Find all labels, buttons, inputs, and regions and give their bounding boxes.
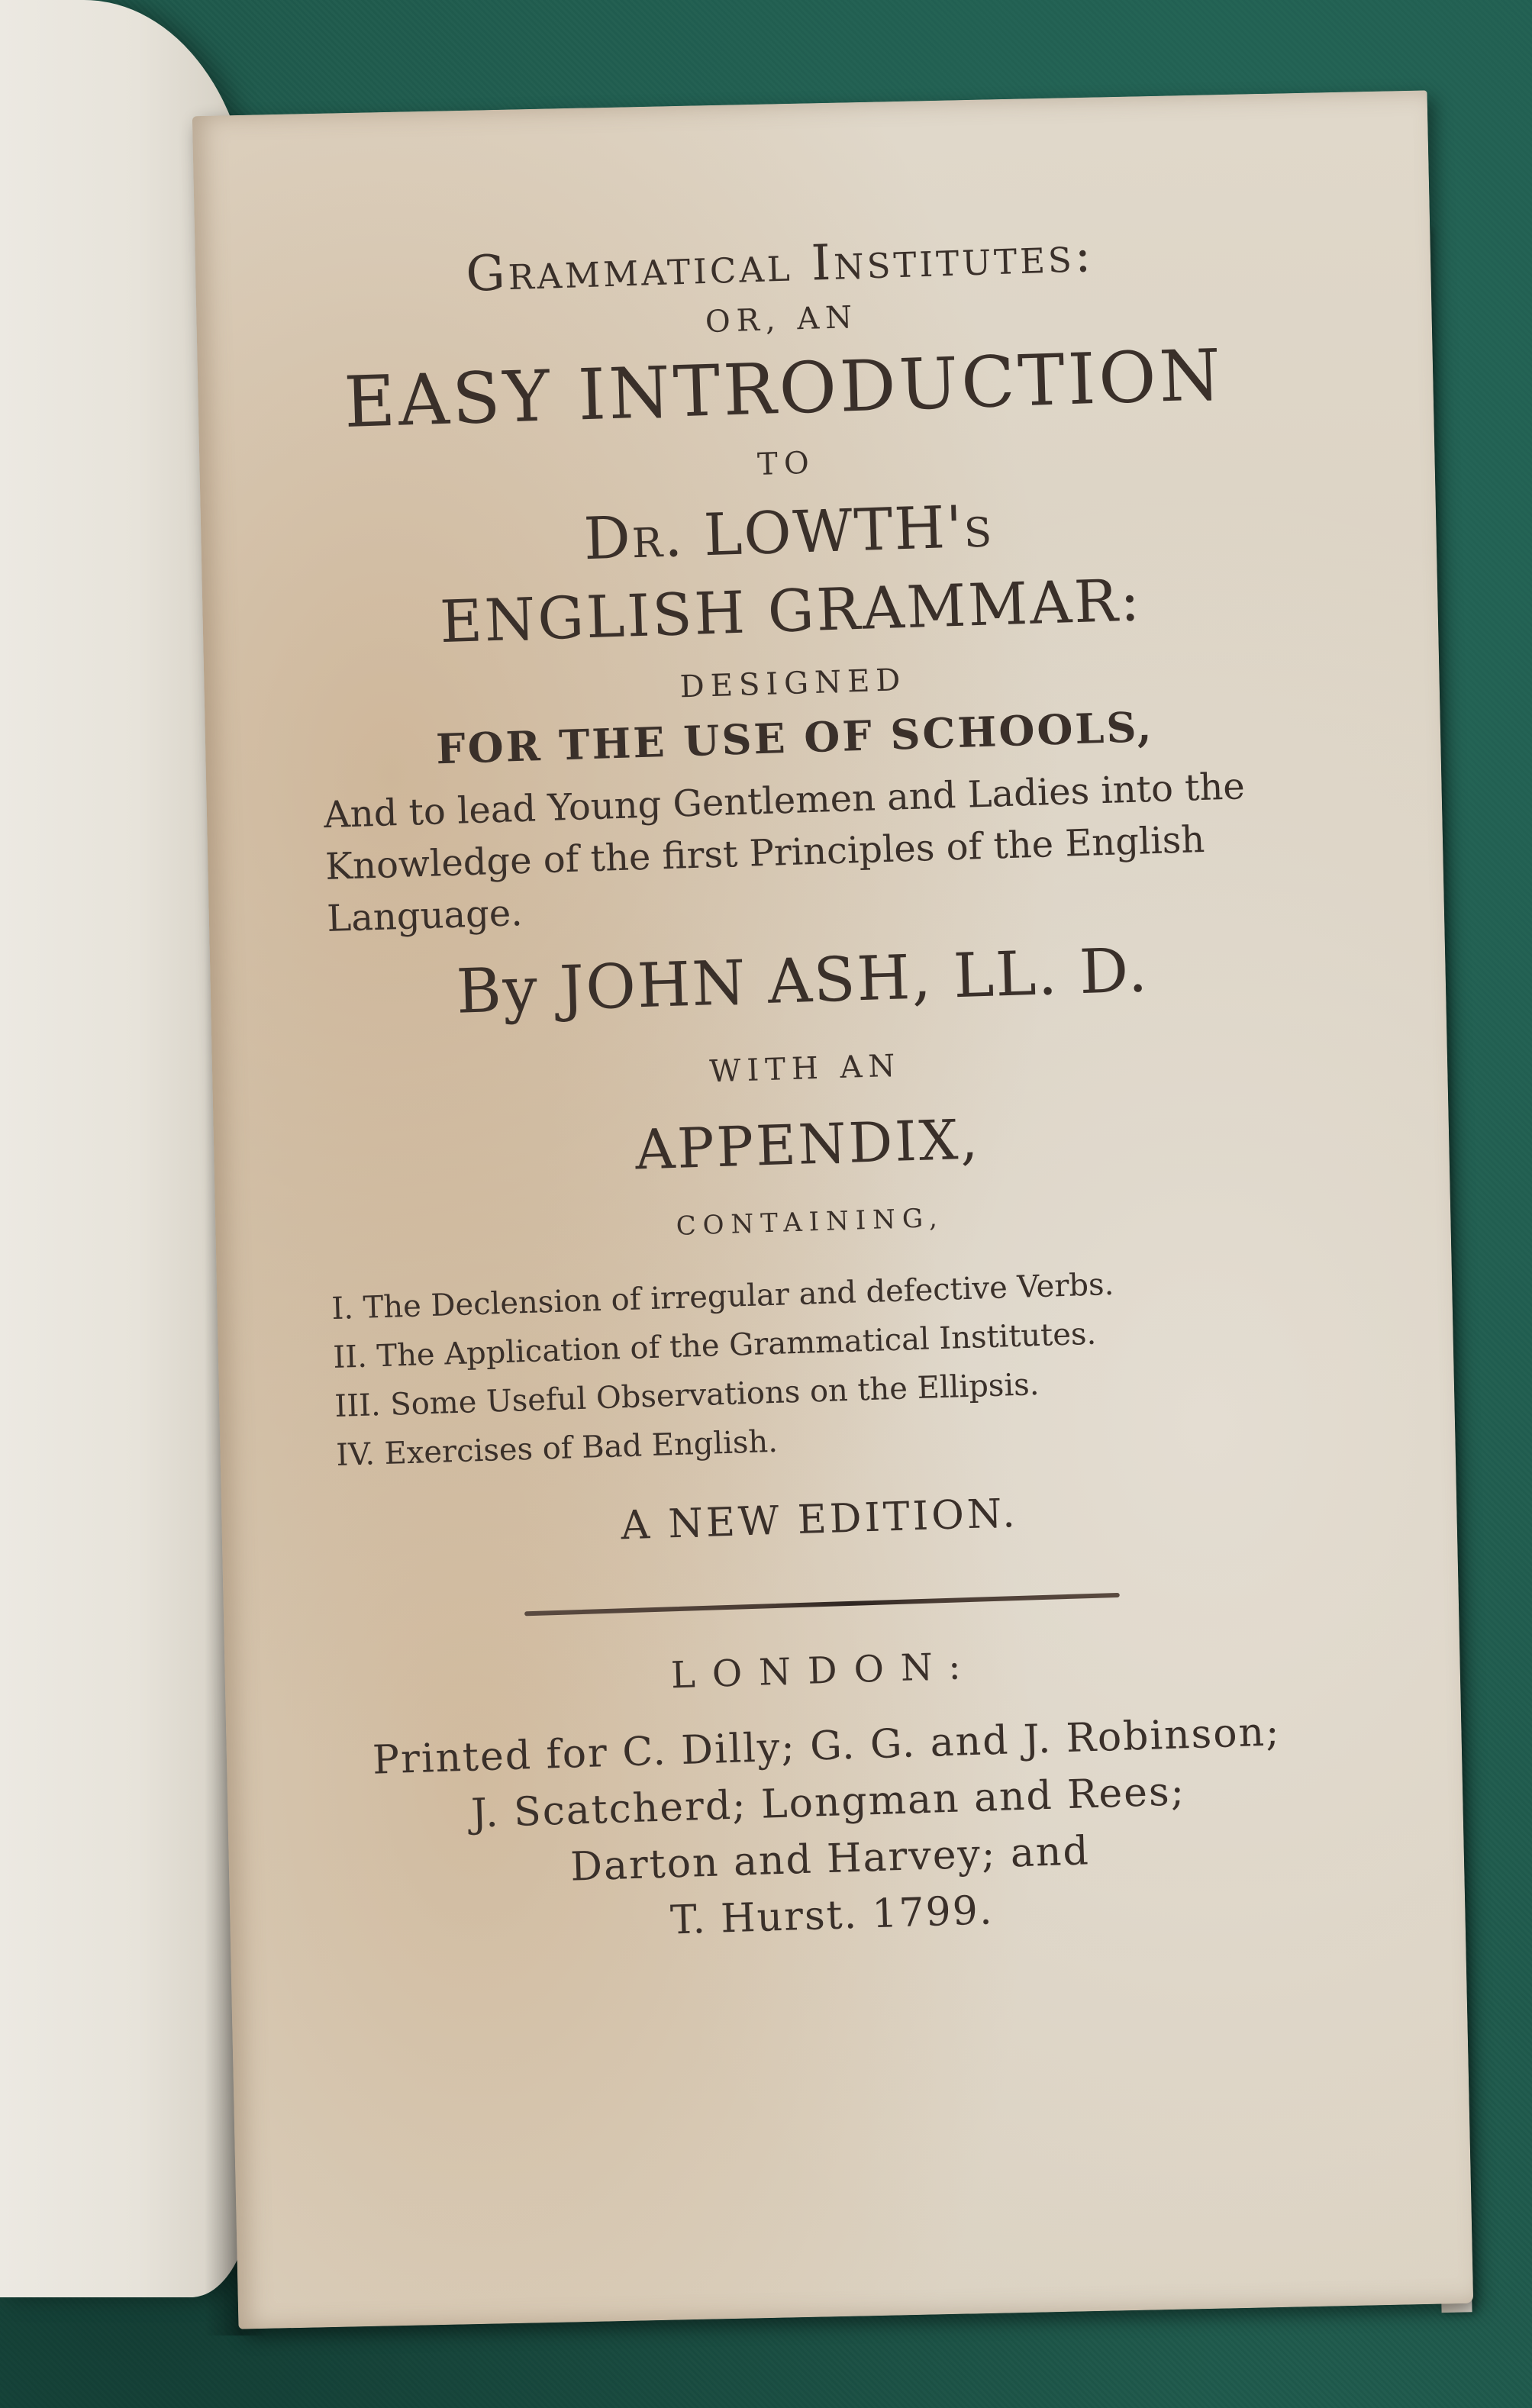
title-english-grammar: ENGLISH GRAMMAR: [438,566,1143,656]
title-grammatical-institutes: Grammatical Institutes: [465,227,1095,303]
contents-item: IV. Exercises of Bad English. [335,1423,779,1473]
with-an: WITH AN [708,1048,902,1090]
imprint-line: J. Scatcherd; Longman and Rees; [470,1768,1186,1837]
contents-item: III. Some Useful Observations on the Ellipsis. [334,1367,1040,1425]
contents-item: II. The Application of the Grammatical Institutes. [332,1316,1097,1376]
edition-line: A NEW EDITION. [620,1491,1019,1549]
title-page-text [290,206,1321,1959]
title-dr-lowth: Dr. LOWTH's [582,492,995,573]
imprint-line: Darton and Harvey; and [569,1828,1091,1891]
title-for-schools: FOR THE USE OF SCHOOLS, [435,701,1155,774]
title-to: TO [756,445,816,483]
ornamental-rule [524,1593,1120,1616]
title-designed: DESIGNED [679,662,908,705]
title-or-an: OR, AN [705,299,859,340]
containing: CONTAINING, [676,1202,945,1242]
city-line: LONDON: [670,1644,979,1697]
title-purpose: And to lead Young Gentlemen and Ladies into the Knowledge of the first Principles of the English Language. [323,765,1246,941]
imprint-block [337,1703,1321,1959]
title-easy-introduction: EASY INTRODUCTION [343,334,1225,443]
appendix-heading: APPENDIX, [634,1107,982,1182]
author-line: By JOHN ASH, LL. D. [455,934,1150,1027]
imprint-line: Printed for C. Dilly; G. G. and J. Robinson; [372,1709,1282,1784]
appendix-contents [323,1254,1305,1480]
imprint-line: T. Hurst. 1799. [669,1887,995,1944]
contents-item: I. The Declension of irregular and defective Verbs. [331,1266,1114,1327]
